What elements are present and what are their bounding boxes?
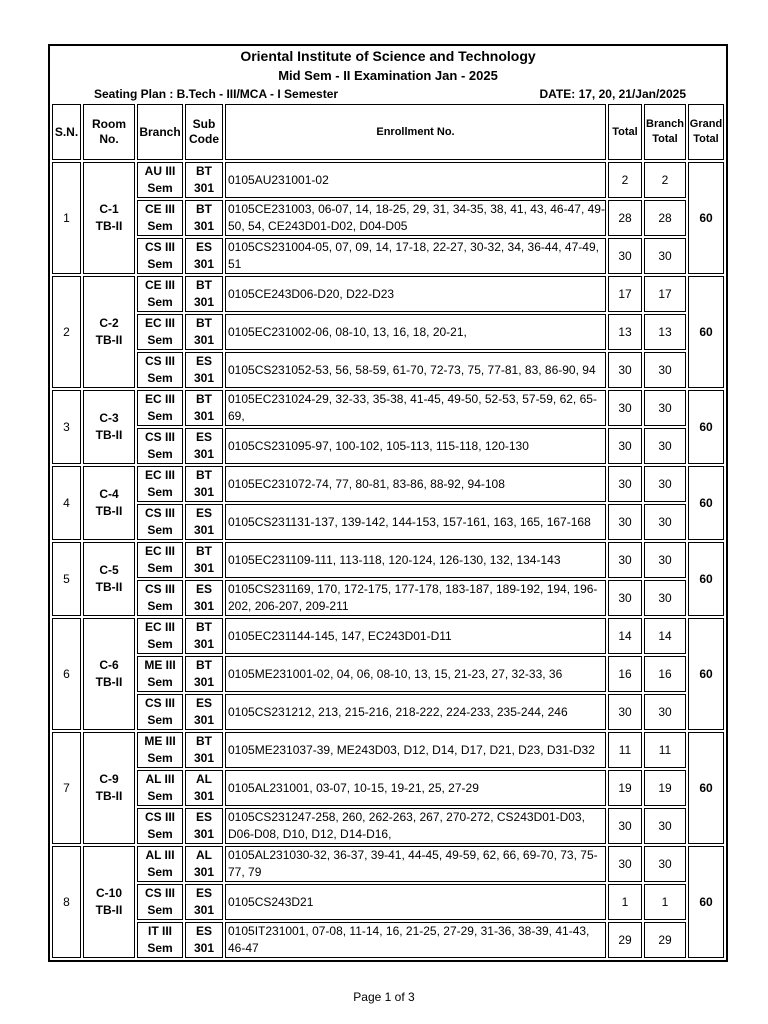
serial-number: 5 — [52, 542, 81, 616]
institute-title: Oriental Institute of Science and Technology — [240, 48, 536, 64]
total-cell: 16 — [608, 656, 642, 692]
total-cell: 30 — [608, 504, 642, 540]
branch-cell: EC III Sem — [137, 542, 183, 578]
sub-code-cell: ES 301 — [185, 922, 223, 958]
table-row — [52, 352, 724, 388]
total-cell: 11 — [608, 732, 642, 768]
table-row — [52, 732, 724, 768]
branch-cell: AL III Sem — [137, 770, 183, 806]
room-number: C-1 TB-II — [83, 162, 135, 274]
branch-cell: CS III Sem — [137, 504, 183, 540]
branch-total-cell: 30 — [644, 846, 686, 882]
serial-number: 4 — [52, 466, 81, 540]
enrollment-cell: 0105CS243D21 — [225, 884, 606, 920]
branch-total-cell: 30 — [644, 504, 686, 540]
serial-number: 8 — [52, 846, 81, 958]
enrollment-cell: 0105CE231003, 06-07, 14, 18-25, 29, 31, 34-35, 38, 41, 43, 46-47, 49-50, 54, CE243D01-D02, D04-D05 — [225, 200, 606, 236]
serial-number: 1 — [52, 162, 81, 274]
col-header-grand-total: Grand Total — [688, 104, 724, 160]
branch-cell: CS III Sem — [137, 694, 183, 730]
header-frame — [48, 44, 728, 962]
exam-date: DATE: 17, 20, 21/Jan/2025 — [539, 87, 686, 101]
enrollment-cell: 0105EC231109-111, 113-118, 120-124, 126-130, 132, 134-143 — [225, 542, 606, 578]
branch-cell: EC III Sem — [137, 390, 183, 426]
sub-code-cell: ES 301 — [185, 808, 223, 844]
sub-code-cell: ES 301 — [185, 504, 223, 540]
plan-date-line — [50, 86, 726, 102]
col-header-enrollment: Enrollment No. — [225, 104, 606, 160]
total-cell: 19 — [608, 770, 642, 806]
branch-cell: CS III Sem — [137, 428, 183, 464]
total-cell: 2 — [608, 162, 642, 198]
branch-cell: EC III Sem — [137, 466, 183, 502]
enrollment-cell: 0105AL231030-32, 36-37, 39-41, 44-45, 49-59, 62, 66, 69-70, 73, 75-77, 79 — [225, 846, 606, 882]
branch-total-cell: 30 — [644, 542, 686, 578]
branch-cell: ME III Sem — [137, 732, 183, 768]
column-header-row — [52, 104, 724, 160]
table-row — [52, 466, 724, 502]
col-header-sub-code: Sub Code — [185, 104, 223, 160]
total-cell: 30 — [608, 466, 642, 502]
sub-code-cell: ES 301 — [185, 884, 223, 920]
grand-total-cell: 60 — [688, 542, 724, 616]
enrollment-cell: 0105ME231037-39, ME243D03, D12, D14, D17, D21, D23, D31-D32 — [225, 732, 606, 768]
total-cell: 30 — [608, 846, 642, 882]
sub-code-cell: ES 301 — [185, 580, 223, 616]
enrollment-cell: 0105CS231247-258, 260, 262-263, 267, 270-272, CS243D01-D03, D06-D08, D10, D12, D14-D16, — [225, 808, 606, 844]
table-row — [52, 808, 724, 844]
branch-total-cell: 30 — [644, 390, 686, 426]
col-header-total: Total — [608, 104, 642, 160]
enrollment-cell: 0105CS231131-137, 139-142, 144-153, 157-161, 163, 165, 167-168 — [225, 504, 606, 540]
table-row — [52, 428, 724, 464]
branch-total-cell: 30 — [644, 238, 686, 274]
enrollment-cell: 0105ME231001-02, 04, 06, 08-10, 13, 15, 21-23, 27, 32-33, 36 — [225, 656, 606, 692]
total-cell: 30 — [608, 352, 642, 388]
branch-cell: CS III Sem — [137, 884, 183, 920]
exam-title: Mid Sem - II Examination Jan - 2025 — [278, 68, 498, 83]
table-row — [52, 618, 724, 654]
branch-total-cell: 30 — [644, 352, 686, 388]
col-header-room: Room No. — [83, 104, 135, 160]
sub-code-cell: BT 301 — [185, 200, 223, 236]
enrollment-cell: 0105EC231144-145, 147, EC243D01-D11 — [225, 618, 606, 654]
enrollment-cell: 0105EC231002-06, 08-10, 13, 16, 18, 20-21, — [225, 314, 606, 350]
grand-total-cell: 60 — [688, 276, 724, 388]
table-row — [52, 694, 724, 730]
total-cell: 1 — [608, 884, 642, 920]
col-header-branch: Branch — [137, 104, 183, 160]
total-cell: 30 — [608, 390, 642, 426]
total-cell: 14 — [608, 618, 642, 654]
branch-total-cell: 16 — [644, 656, 686, 692]
enrollment-cell: 0105CE243D06-D20, D22-D23 — [225, 276, 606, 312]
total-cell: 29 — [608, 922, 642, 958]
grand-total-cell: 60 — [688, 618, 724, 730]
total-cell: 30 — [608, 542, 642, 578]
total-cell: 30 — [608, 428, 642, 464]
branch-total-cell: 30 — [644, 466, 686, 502]
room-number: C-5 TB-II — [83, 542, 135, 616]
branch-total-cell: 28 — [644, 200, 686, 236]
room-number: C-10 TB-II — [83, 846, 135, 958]
branch-total-cell: 19 — [644, 770, 686, 806]
branch-cell: AL III Sem — [137, 846, 183, 882]
branch-cell: CE III Sem — [137, 200, 183, 236]
branch-total-cell: 2 — [644, 162, 686, 198]
col-header-sn: S.N. — [52, 104, 81, 160]
branch-cell: EC III Sem — [137, 314, 183, 350]
branch-cell: AU III Sem — [137, 162, 183, 198]
branch-cell: IT III Sem — [137, 922, 183, 958]
sub-code-cell: BT 301 — [185, 390, 223, 426]
sub-code-cell: ES 301 — [185, 352, 223, 388]
grand-total-cell: 60 — [688, 466, 724, 540]
branch-cell: CE III Sem — [137, 276, 183, 312]
seating-plan-label: Seating Plan : B.Tech - III/MCA - I Semester — [94, 87, 339, 101]
grand-total-cell: 60 — [688, 162, 724, 274]
sub-code-cell: BT 301 — [185, 276, 223, 312]
sub-code-cell: BT 301 — [185, 656, 223, 692]
branch-total-cell: 14 — [644, 618, 686, 654]
table-row — [52, 656, 724, 692]
enrollment-cell: 0105CS231004-05, 07, 09, 14, 17-18, 22-27, 30-32, 34, 36-44, 47-49, 51 — [225, 238, 606, 274]
table-row — [52, 846, 724, 882]
total-cell: 30 — [608, 694, 642, 730]
sub-code-cell: ES 301 — [185, 238, 223, 274]
branch-total-cell: 29 — [644, 922, 686, 958]
enrollment-cell: 0105IT231001, 07-08, 11-14, 16, 21-25, 27-29, 31-36, 38-39, 41-43, 46-47 — [225, 922, 606, 958]
table-row — [52, 314, 724, 350]
branch-total-cell: 17 — [644, 276, 686, 312]
total-cell: 30 — [608, 808, 642, 844]
room-number: C-9 TB-II — [83, 732, 135, 844]
grand-total-cell: 60 — [688, 390, 724, 464]
table-row — [52, 542, 724, 578]
sub-code-cell: BT 301 — [185, 162, 223, 198]
total-cell: 30 — [608, 580, 642, 616]
enrollment-cell: 0105CS231095-97, 100-102, 105-113, 115-118, 120-130 — [225, 428, 606, 464]
branch-total-cell: 30 — [644, 694, 686, 730]
branch-total-cell: 13 — [644, 314, 686, 350]
table-row — [52, 162, 724, 198]
serial-number: 6 — [52, 618, 81, 730]
enrollment-cell: 0105CS231212, 213, 215-216, 218-222, 224-233, 235-244, 246 — [225, 694, 606, 730]
enrollment-cell: 0105AL231001, 03-07, 10-15, 19-21, 25, 27-29 — [225, 770, 606, 806]
sub-code-cell: BT 301 — [185, 314, 223, 350]
enrollment-cell: 0105CS231052-53, 56, 58-59, 61-70, 72-73, 75, 77-81, 83, 86-90, 94 — [225, 352, 606, 388]
table-row — [52, 390, 724, 426]
room-number: C-3 TB-II — [83, 390, 135, 464]
seating-table-body — [52, 162, 724, 958]
branch-total-cell: 11 — [644, 732, 686, 768]
header-block — [50, 46, 726, 86]
enrollment-cell: 0105CS231169, 170, 172-175, 177-178, 183-187, 189-192, 194, 196-202, 206-207, 209-211 — [225, 580, 606, 616]
page-number: Page 1 of 3 — [353, 990, 415, 1004]
sub-code-cell: BT 301 — [185, 542, 223, 578]
grand-total-cell: 60 — [688, 732, 724, 844]
serial-number: 7 — [52, 732, 81, 844]
room-number: C-2 TB-II — [83, 276, 135, 388]
branch-total-cell: 30 — [644, 808, 686, 844]
grand-total-cell: 60 — [688, 846, 724, 958]
enrollment-cell: 0105AU231001-02 — [225, 162, 606, 198]
sub-code-cell: ES 301 — [185, 428, 223, 464]
table-row — [52, 580, 724, 616]
serial-number: 2 — [52, 276, 81, 388]
table-row — [52, 276, 724, 312]
branch-total-cell: 30 — [644, 580, 686, 616]
seating-plan-document — [48, 44, 728, 962]
total-cell: 17 — [608, 276, 642, 312]
branch-cell: CS III Sem — [137, 580, 183, 616]
branch-cell: CS III Sem — [137, 352, 183, 388]
branch-total-cell: 30 — [644, 428, 686, 464]
table-row — [52, 884, 724, 920]
enrollment-cell: 0105EC231024-29, 32-33, 35-38, 41-45, 49-50, 52-53, 57-59, 62, 65-69, — [225, 390, 606, 426]
enrollment-cell: 0105EC231072-74, 77, 80-81, 83-86, 88-92, 94-108 — [225, 466, 606, 502]
branch-cell: CS III Sem — [137, 238, 183, 274]
table-row — [52, 770, 724, 806]
branch-cell: EC III Sem — [137, 618, 183, 654]
branch-cell: CS III Sem — [137, 808, 183, 844]
sub-code-cell: BT 301 — [185, 618, 223, 654]
serial-number: 3 — [52, 390, 81, 464]
sub-code-cell: BT 301 — [185, 466, 223, 502]
table-row — [52, 504, 724, 540]
branch-cell: ME III Sem — [137, 656, 183, 692]
sub-code-cell: BT 301 — [185, 732, 223, 768]
total-cell: 13 — [608, 314, 642, 350]
room-number: C-4 TB-II — [83, 466, 135, 540]
sub-code-cell: AL 301 — [185, 846, 223, 882]
branch-total-cell: 1 — [644, 884, 686, 920]
sub-code-cell: ES 301 — [185, 694, 223, 730]
total-cell: 28 — [608, 200, 642, 236]
table-row — [52, 922, 724, 958]
total-cell: 30 — [608, 238, 642, 274]
table-row — [52, 238, 724, 274]
seating-table — [50, 102, 726, 960]
room-number: C-6 TB-II — [83, 618, 135, 730]
col-header-branch-total: Branch Total — [644, 104, 686, 160]
sub-code-cell: AL 301 — [185, 770, 223, 806]
table-row — [52, 200, 724, 236]
